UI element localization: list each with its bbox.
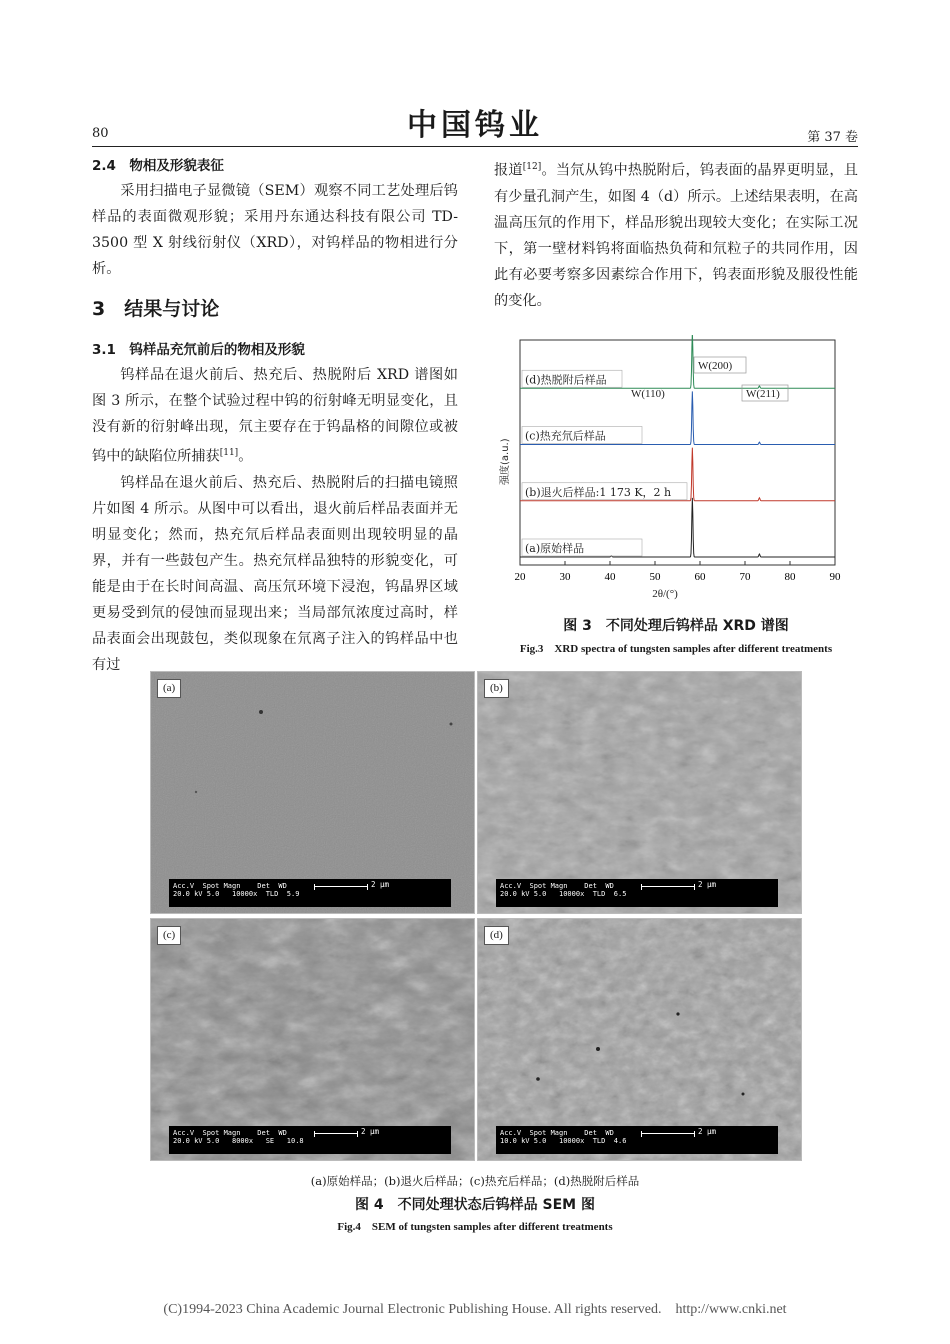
x-axis-label: 2θ/(°) (652, 588, 678, 600)
xrd-legend-2: (c)热充氘后样品 (525, 429, 606, 443)
fig3-caption-cn: 图 3 不同处理后钨样品 XRD 谱图 (563, 618, 789, 634)
volume-label: 第 37 卷 (807, 130, 858, 145)
section-heading-3: 3 结果与讨论 (92, 298, 220, 320)
scale-bar-d (641, 1131, 695, 1137)
journal-title: 中国钨业 (407, 108, 543, 143)
x-tick-label-50: 50 (649, 571, 661, 583)
section-heading-2-4: 2.4 物相及形貌表征 (92, 158, 224, 174)
x-tick-label-70: 70 (739, 571, 751, 583)
section-heading-3-1: 3.1 钨样品充氘前后的物相及形貌 (92, 342, 305, 358)
y-axis-label: 强度(a.u.) (500, 438, 511, 485)
fig4-subcaption: (a)原始样品；(b)退火后样品；(c)热充后样品；(d)热脱附后样品 (310, 1174, 640, 1188)
reference-12: [12] (522, 162, 542, 172)
left-column (92, 154, 458, 678)
sem-panel-b (477, 671, 802, 914)
x-tick-label-90: 90 (829, 571, 841, 583)
sem-label-a: (a) (157, 679, 181, 698)
ann-w211: W(211) (746, 388, 780, 400)
sem-image-d (478, 919, 801, 1160)
copyright-footer: (C)1994-2023 China Academic Journal Electronic Publishing House. All rights reserved. http://www.cnki.net (163, 1302, 787, 1317)
scale-bar-a (314, 884, 368, 890)
xrd-legend-3: (d)热脱附后样品 (525, 373, 607, 387)
paragraph-sem: 钨样品在退火前后、热充后、热脱附后的扫描电镜照片如图 4 所示。从图中可以看出，退火前后样品表面并无明显变化；然而，热充氘后样品表面则出现较明显的晶界，并有一些鼓包产生。热充氘样品独特的形貌变化，可能是由于在长时间高温、高压氘环境下浸泡，钨晶界区域更易受到氘的侵蚀而显现出来；当局部氘浓度过高时，样品表面会出现鼓包，类似现象在氘离子注入的钨样品中也有过 (92, 474, 458, 673)
sem-label-b: (b) (484, 679, 509, 698)
ann-w200: W(200) (698, 360, 733, 372)
sem-databar-a: Acc.V Spot Magn Det WD 20.0 kV 5.0 10000x TLD 5.9 2 μm (169, 879, 451, 907)
sem-image-c (151, 919, 474, 1160)
scale-text-c: 2 μm (361, 1127, 380, 1136)
paragraph-characterization: 采用扫描电子显微镜（SEM）观察不同工艺处理后钨样品的表面微观形貌；采用丹东通达科技有限公司 TD-3500 型 X 射线衍射仪（XRD），对钨样品的物相进行分析。 (92, 183, 458, 277)
sem-label-c: (c) (157, 926, 181, 945)
sem-label-d: (d) (484, 926, 509, 945)
scale-text-d: 2 μm (698, 1127, 717, 1136)
x-tick-label-40: 40 (604, 571, 616, 583)
sem-databar-d: Acc.V Spot Magn Det WD 10.0 kV 5.0 10000x TLD 4.6 2 μm (496, 1126, 778, 1154)
scale-bar-b (641, 884, 695, 890)
scale-text-b: 2 μm (698, 880, 717, 889)
scale-text-a: 2 μm (371, 880, 390, 889)
xrd-legend-1: (b)退火后样品:1 173 K，2 h (525, 485, 672, 499)
xrd-legend-0: (a)原始样品 (525, 542, 585, 555)
scale-bar-c (314, 1131, 358, 1137)
sem-panel-d (477, 918, 802, 1161)
fig3-caption-en: Fig.3 XRD spectra of tungsten samples after different treatments (519, 643, 833, 655)
page-number: 80 (92, 126, 109, 141)
sem-databar-c: Acc.V Spot Magn Det WD 20.0 kV 5.0 8000x SE 10.8 2 μm (169, 1126, 451, 1154)
sem-image-b (478, 672, 801, 913)
x-tick-label-20: 20 (514, 571, 526, 583)
x-tick-label-80: 80 (784, 571, 796, 583)
ann-w110: W(110) (631, 388, 665, 400)
x-tick-label-30: 30 (559, 571, 571, 583)
paragraph-xrd: 钨样品在退火前后、热充后、热脱附后 XRD 谱图如图 3 所示，在整个试验过程中钨的衍射峰无明显变化，且没有新的衍射峰出现，氘主要存在于钨晶格的间隙位或被钨中的缺陷位所捕获[11]。 (92, 367, 458, 465)
fig4-caption-en: Fig.4 SEM of tungsten samples after different treatments (337, 1221, 613, 1233)
sem-image-a (151, 672, 474, 913)
fig4-caption-cn: 图 4 不同处理状态后钨样品 SEM 图 (355, 1197, 595, 1213)
paragraph-continued: 报道[12]。当氘从钨中热脱附后，钨表面的晶界更明显，且有少量孔洞产生，如图 4（d）所示。上述结果表明，在高温高压氘的作用下，样品形貌出现较大变化；在实际工况下，第一壁材料钨将面临热负荷和氘粒子的共同作用，因此有必要考察多因素综合作用下，钨表面形貌及服役性能的变化。 (494, 162, 858, 309)
sem-databar-b: Acc.V Spot Magn Det WD 20.0 kV 5.0 10000x TLD 6.5 2 μm (496, 879, 778, 907)
reference-11: [11] (219, 448, 239, 458)
x-tick-label-60: 60 (694, 571, 706, 583)
xrd-chart (490, 335, 860, 605)
right-column (494, 154, 858, 314)
sem-panel-c (150, 918, 475, 1161)
sem-panel-a (150, 671, 475, 914)
header-rule (92, 146, 858, 147)
